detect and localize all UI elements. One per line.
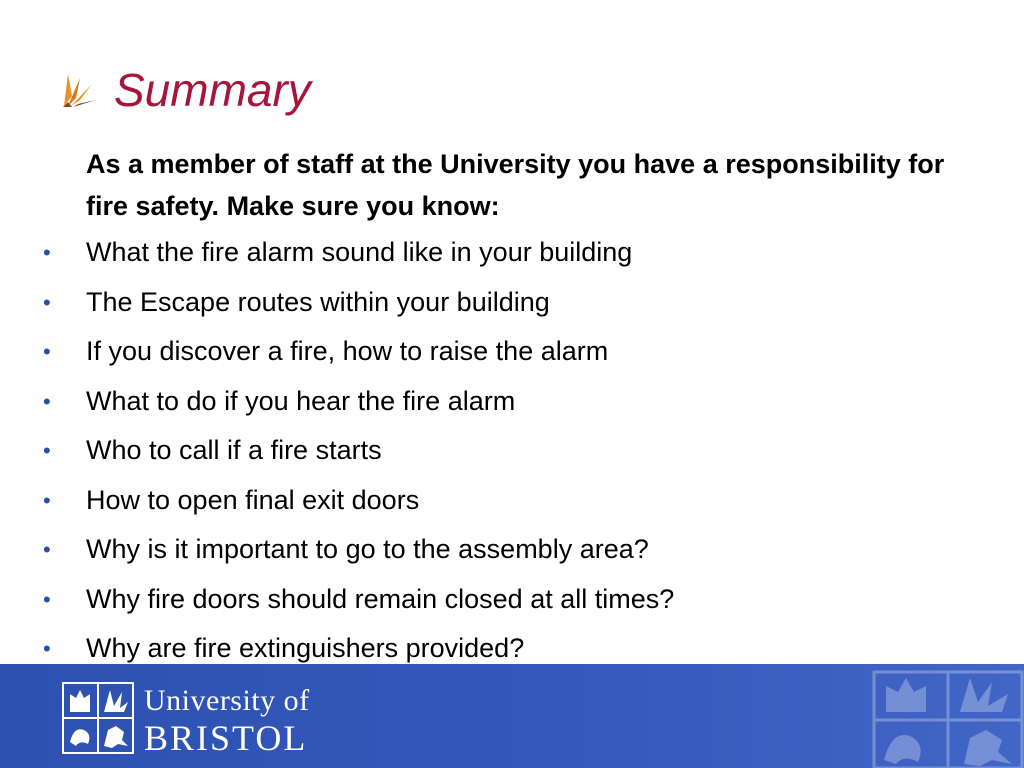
list-item: [0, 426, 1000, 476]
bullet-dot: •: [43, 537, 51, 562]
list-item: [0, 476, 1000, 526]
university-line1: University of: [144, 684, 310, 717]
university-crest-logo-icon: [62, 682, 134, 754]
list-item: [0, 575, 1000, 625]
bullet-list: [0, 228, 1000, 674]
list-item-text: The Escape routes within your building: [86, 286, 550, 317]
bullet-dot: •: [43, 339, 51, 364]
list-item-text: Why fire doors should remain closed at all times?: [86, 583, 675, 614]
bullet-dot: •: [43, 586, 51, 612]
list-item-text: Who to call if a fire starts: [86, 435, 382, 465]
crest-watermark-icon: [864, 664, 1024, 768]
bullet-dot: •: [43, 438, 51, 463]
bullet-dot: •: [43, 289, 51, 315]
list-item-text: What to do if you hear the fire alarm: [86, 385, 516, 416]
slide-title: Summary: [114, 64, 311, 116]
list-item-text: How to open final exit doors: [86, 484, 420, 515]
bullet-dot: •: [43, 388, 51, 414]
list-item-text: Why are fire extinguishers provided?: [86, 633, 525, 663]
title-row: [58, 60, 311, 120]
university-line2: BRISTOL: [144, 718, 308, 758]
list-item: [0, 327, 1000, 377]
list-item-text: Why is it important to go to the assembly area?: [86, 534, 649, 564]
list-item: [0, 525, 1000, 575]
bullet-dot: •: [43, 636, 51, 661]
footer-banner: [0, 664, 1024, 768]
university-wordmark: [144, 686, 310, 756]
list-item: [0, 228, 1000, 278]
intro-paragraph: As a member of staff at the University you have a responsibility for fire safety. Make sure you know:: [86, 149, 945, 221]
bullet-dot: •: [43, 240, 51, 265]
bullet-dot: •: [43, 487, 51, 513]
flame-logo-icon: [58, 70, 98, 110]
list-item: [0, 377, 1000, 427]
list-item-text: What the fire alarm sound like in your building: [86, 237, 633, 267]
list-item: [0, 278, 1000, 328]
list-item-text: If you discover a fire, how to raise the alarm: [86, 336, 609, 366]
